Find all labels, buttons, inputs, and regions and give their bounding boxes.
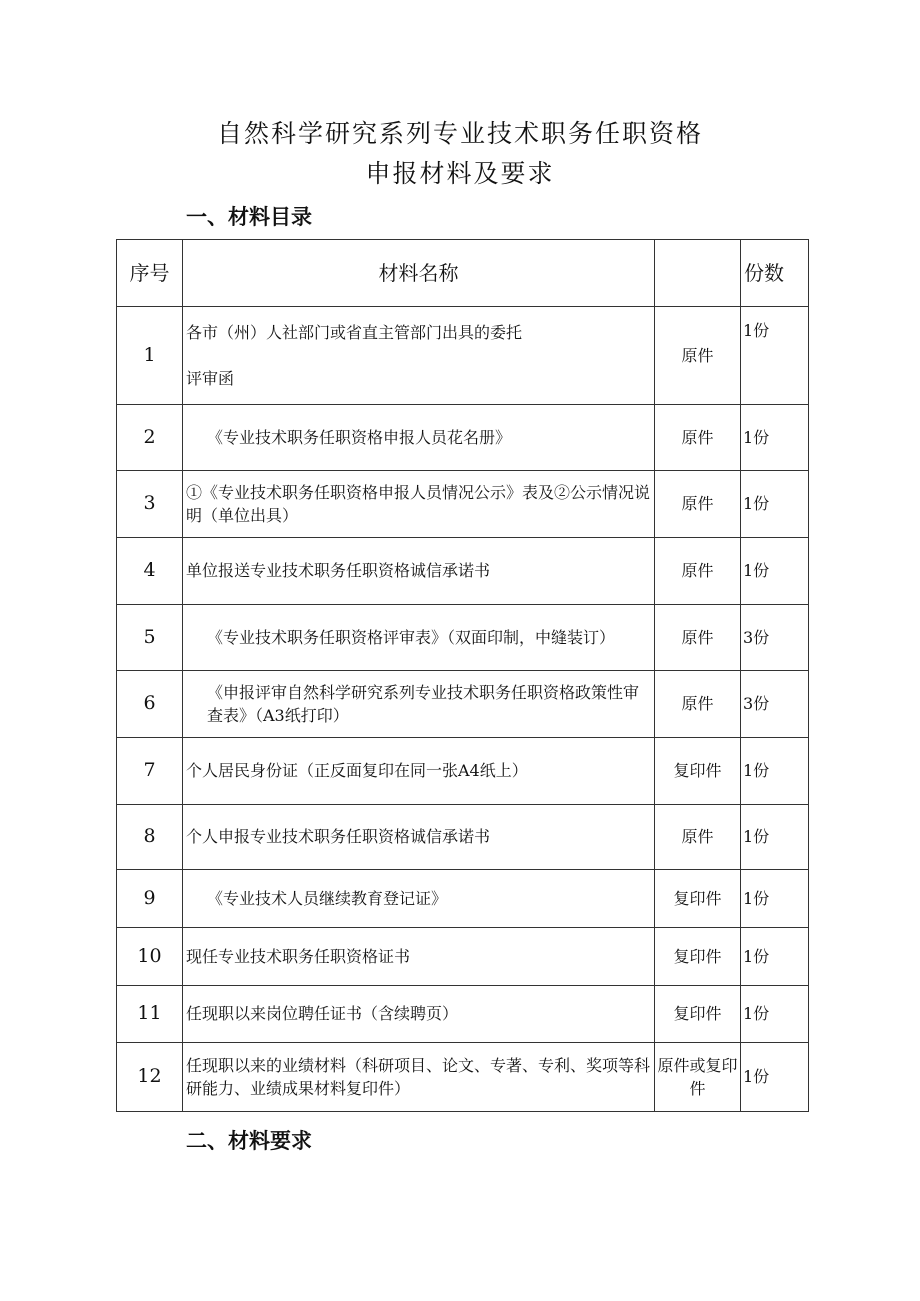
row-material-name: ①《专业技术职务任职资格申报人员情况公示》表及②公示情况说明（单位出具） (183, 471, 655, 538)
section-heading-catalog: 一、材料目录 (186, 205, 312, 229)
row-quantity: 3份 (741, 671, 809, 738)
row-quantity: 1份 (741, 1043, 809, 1112)
row-material-name: 《专业技术职务任职资格申报人员花名册》 (183, 405, 655, 471)
materials-table (116, 239, 809, 1112)
row-number: 5 (117, 605, 183, 671)
row-quantity: 1份 (741, 986, 809, 1043)
row-quantity: 1份 (741, 405, 809, 471)
document-title-line1: 自然科学研究系列专业技术职务任职资格 (216, 119, 703, 148)
row-number: 9 (117, 870, 183, 928)
row-material-name: 单位报送专业技术职务任职资格诚信承诺书 (183, 538, 655, 605)
header-number: 序号 (117, 240, 183, 307)
row-number: 3 (117, 471, 183, 538)
row-material-name: 个人居民身份证（正反面复印在同一张A4纸上） (183, 738, 655, 805)
header-quantity: 份数 (741, 240, 809, 307)
row-number: 6 (117, 671, 183, 738)
row-document-type: 原件 (655, 805, 741, 870)
row-quantity: 1份 (741, 538, 809, 605)
row-quantity: 3份 (741, 605, 809, 671)
row-material-name-line1: 各市（州）人社部门或省直主管部门出具的委托 (186, 323, 523, 343)
row-document-type: 复印件 (655, 986, 741, 1043)
row-quantity: 1份 (741, 870, 809, 928)
row-quantity: 1份 (741, 471, 809, 538)
row-document-type: 复印件 (655, 738, 741, 805)
row-document-type: 原件或复印件 (655, 1043, 741, 1112)
row-number: 12 (117, 1043, 183, 1112)
table-header-row (117, 240, 809, 307)
row-document-type: 复印件 (655, 928, 741, 986)
row-quantity: 1份 (741, 928, 809, 986)
section-heading-requirements: 二、材料要求 (186, 1129, 312, 1153)
row-material-name: 《申报评审自然科学研究系列专业技术职务任职资格政策性审查表》（A3纸打印） (183, 671, 655, 738)
table-row (117, 738, 809, 805)
row-number: 4 (117, 538, 183, 605)
table-row (117, 1043, 809, 1112)
table-row (117, 986, 809, 1043)
table-row (117, 928, 809, 986)
table-row (117, 471, 809, 538)
table-row (117, 538, 809, 605)
row-material-name (183, 307, 655, 405)
row-number: 10 (117, 928, 183, 986)
row-material-name: 《专业技术人员继续教育登记证》 (183, 870, 655, 928)
header-type (655, 240, 741, 307)
row-number: 1 (117, 307, 183, 405)
row-number: 2 (117, 405, 183, 471)
row-quantity: 1份 (741, 805, 809, 870)
row-document-type: 复印件 (655, 870, 741, 928)
row-material-name: 任现职以来岗位聘任证书（含续聘页） (183, 986, 655, 1043)
row-material-name: 《专业技术职务任职资格评审表》（双面印制，中缝装订） (183, 605, 655, 671)
row-document-type: 原件 (655, 307, 741, 405)
row-document-type: 原件 (655, 671, 741, 738)
document-title-line2: 申报材料及要求 (365, 159, 555, 188)
row-material-name-line2: 评审函 (186, 368, 235, 388)
row-material-name: 任现职以来的业绩材料（科研项目、论文、专著、专利、奖项等科研能力、业绩成果材料复印件） (183, 1043, 655, 1112)
table-row (117, 405, 809, 471)
row-material-name: 现任专业技术职务任职资格证书 (183, 928, 655, 986)
table-row (117, 307, 809, 405)
row-document-type: 原件 (655, 605, 741, 671)
row-quantity: 1份 (741, 307, 809, 405)
row-number: 11 (117, 986, 183, 1043)
table-row (117, 805, 809, 870)
row-number: 7 (117, 738, 183, 805)
row-document-type: 原件 (655, 405, 741, 471)
table-row (117, 671, 809, 738)
row-document-type: 原件 (655, 471, 741, 538)
row-number: 8 (117, 805, 183, 870)
header-material-name: 材料名称 (183, 240, 655, 307)
row-document-type: 原件 (655, 538, 741, 605)
table-row (117, 870, 809, 928)
row-material-name: 个人申报专业技术职务任职资格诚信承诺书 (183, 805, 655, 870)
row-quantity: 1份 (741, 738, 809, 805)
table-row (117, 605, 809, 671)
